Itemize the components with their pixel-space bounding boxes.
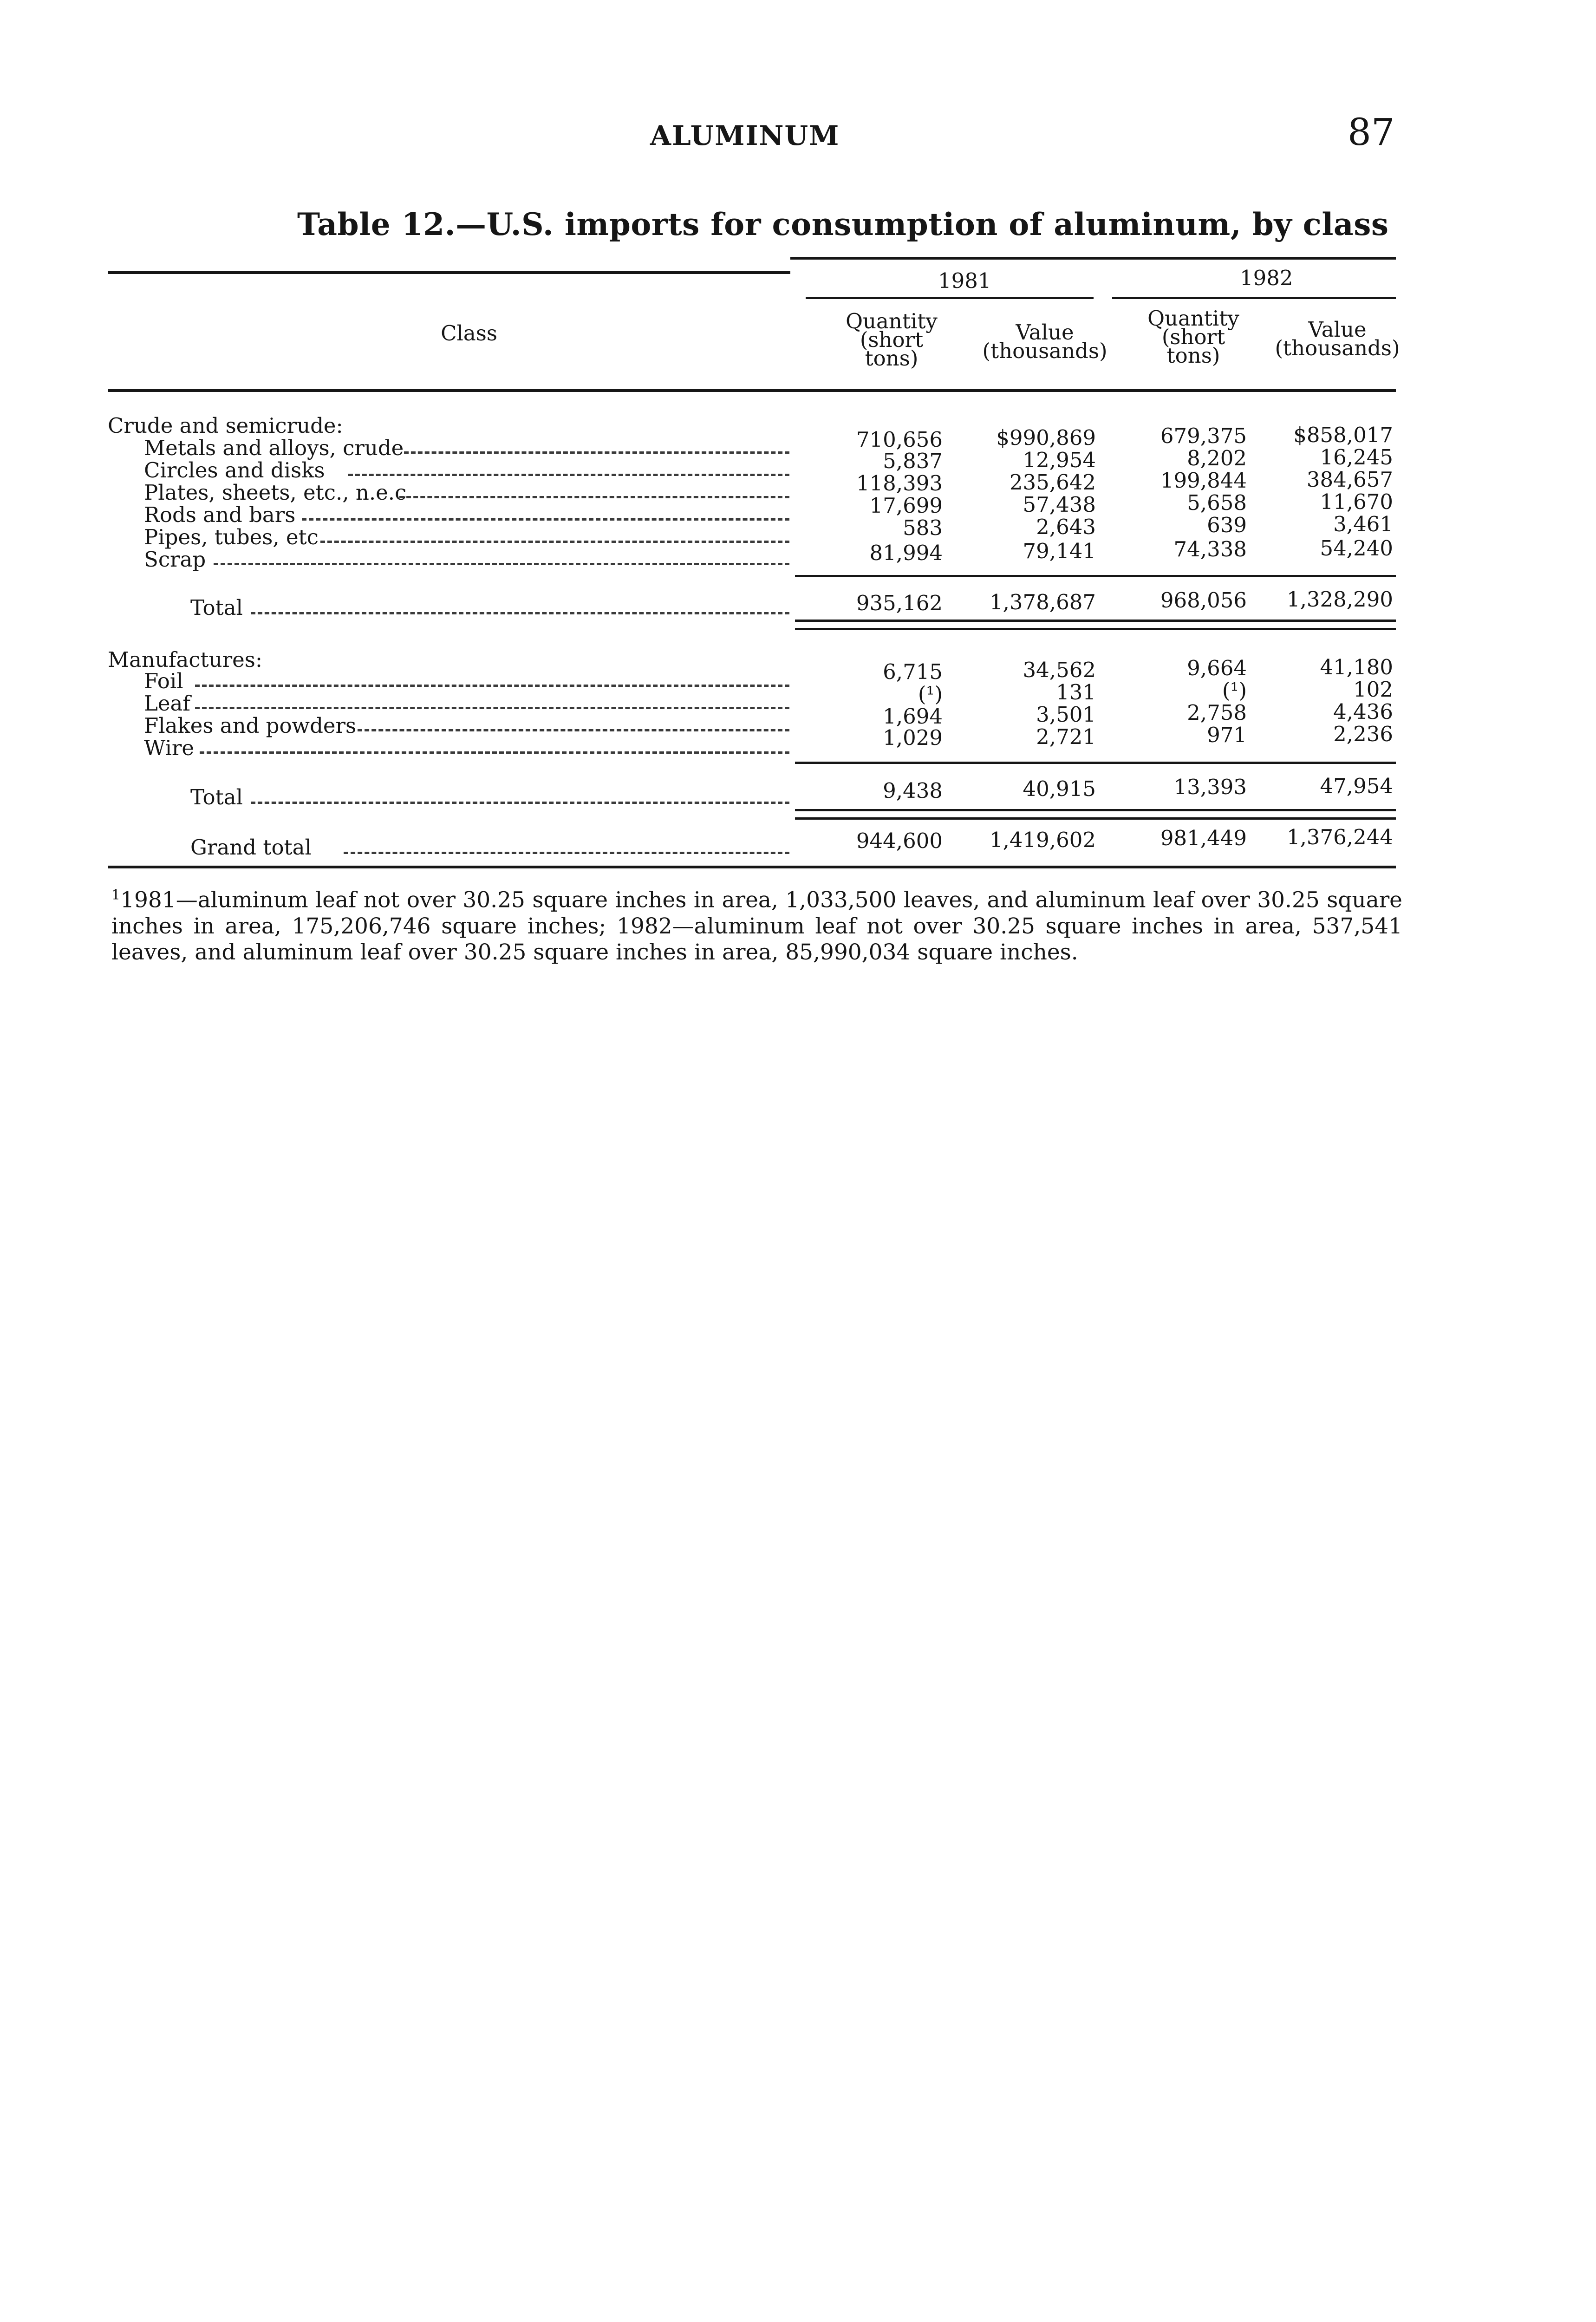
quantity-1981-cell: 9,438 xyxy=(883,778,943,803)
value-1982-cell: 1,376,244 xyxy=(1286,825,1393,849)
value-1981-cell: 131 xyxy=(1056,680,1096,704)
grand-total-label: Grand total xyxy=(190,835,312,860)
value-1981-cell: 34,562 xyxy=(1023,658,1096,682)
quantity-1981-cell: 944,600 xyxy=(856,828,943,853)
value-1981-cell: 1,378,687 xyxy=(989,590,1096,614)
table-top-rule-right xyxy=(790,257,1396,260)
section-double-rule xyxy=(795,628,1396,630)
section-heading: Manufactures: xyxy=(108,647,263,672)
quantity-header-line: (short xyxy=(860,327,924,352)
value-1982-cell: 3,461 xyxy=(1333,512,1393,536)
leader-dots xyxy=(251,612,789,614)
footnote-text: 1981—aluminum leaf not over 30.25 square inches in area, 1,033,500 leaves, and aluminum leaf over 30.25 square inches in area, 175,206,746 square inches; 1982—aluminum leaf not over 30.25 square inches in area, 537,541 leaves, and aluminum leaf over 30.25 square inches in area, 85,990,034 square inches. xyxy=(111,887,1402,965)
total-label: Total xyxy=(190,785,243,809)
value-1982-header xyxy=(1254,317,1421,360)
quantity-header-line: (short xyxy=(1161,325,1225,349)
quantity-1981-cell: 710,656 xyxy=(856,427,943,452)
value-1981-cell: 79,141 xyxy=(1023,539,1096,563)
leader-dots xyxy=(200,751,789,754)
value-header-line: Value xyxy=(1016,320,1074,345)
value-1982-cell: 11,670 xyxy=(1320,489,1393,514)
value-1982-cell: 4,436 xyxy=(1333,699,1393,724)
quantity-1982-cell: 8,202 xyxy=(1187,446,1247,470)
section-double-rule xyxy=(795,817,1396,820)
value-1981-cell: 2,643 xyxy=(1036,515,1096,539)
value-1981-cell: 3,501 xyxy=(1036,702,1096,727)
section-double-rule xyxy=(795,620,1396,622)
value-1981-cell: 12,954 xyxy=(1023,448,1096,472)
quantity-1982-cell: 981,449 xyxy=(1160,826,1247,850)
value-1981-cell: 1,419,602 xyxy=(989,828,1096,852)
value-1981-cell: 40,915 xyxy=(1023,776,1096,801)
leader-dots xyxy=(195,707,789,709)
quantity-1981-cell: 118,393 xyxy=(856,471,943,496)
quantity-1982-cell: 74,338 xyxy=(1173,537,1247,561)
subtotal-rule xyxy=(795,762,1396,764)
quantity-1982-cell: 9,664 xyxy=(1187,656,1247,680)
value-1982-cell: 41,180 xyxy=(1320,655,1393,679)
leader-dots xyxy=(358,729,789,731)
year-1981-header: 1981 xyxy=(938,268,991,293)
quantity-header-line: Quantity xyxy=(1147,306,1239,331)
value-header-line: (thousands) xyxy=(982,339,1107,363)
row-label: Flakes and powders xyxy=(144,713,357,738)
value-1982-cell: 47,954 xyxy=(1320,774,1393,798)
class-header: Class xyxy=(441,321,497,346)
value-1982-cell: 54,240 xyxy=(1320,536,1393,561)
value-1981-cell: 2,721 xyxy=(1036,724,1096,749)
quantity-1981-header xyxy=(808,309,975,371)
running-head: ALUMINUM xyxy=(650,120,840,151)
table-title: Table 12.—U.S. imports for consumption of aluminum, by class xyxy=(297,206,1389,242)
table-bottom-rule xyxy=(108,866,1396,868)
value-1981-header xyxy=(961,320,1128,363)
value-1982-cell: 2,236 xyxy=(1333,722,1393,746)
value-1981-cell: 235,642 xyxy=(1009,470,1096,495)
quantity-header-line: tons) xyxy=(865,346,919,371)
quantity-1982-cell: 13,393 xyxy=(1173,775,1247,799)
quantity-1982-cell: 199,844 xyxy=(1160,468,1247,493)
value-1981-cell: $990,869 xyxy=(996,425,1096,450)
quantity-1982-cell: (¹) xyxy=(1222,678,1247,703)
table-footnote xyxy=(111,882,1402,965)
quantity-1981-cell: 935,162 xyxy=(856,591,943,615)
quantity-1981-cell: 81,994 xyxy=(869,541,943,565)
total-label: Total xyxy=(190,595,243,620)
leader-dots xyxy=(195,685,789,687)
quantity-header-line: Quantity xyxy=(846,309,938,333)
quantity-1982-cell: 5,658 xyxy=(1187,490,1247,515)
year-1982-rule xyxy=(1112,297,1396,299)
leader-dots xyxy=(348,474,789,476)
quantity-1982-cell: 639 xyxy=(1207,513,1247,537)
quantity-1981-cell: 1,694 xyxy=(883,704,943,729)
subtotal-rule xyxy=(795,575,1396,577)
row-label: Pipes, tubes, etc xyxy=(144,525,319,549)
row-label: Circles and disks xyxy=(144,458,325,483)
year-1982-header: 1982 xyxy=(1240,266,1293,290)
table-top-rule xyxy=(108,271,790,274)
leader-dots xyxy=(214,563,789,565)
page-number: 87 xyxy=(1348,111,1395,154)
quantity-1981-cell: 17,699 xyxy=(869,493,943,518)
section-heading: Crude and semicrude: xyxy=(108,413,343,438)
quantity-1982-cell: 679,375 xyxy=(1160,424,1247,448)
quantity-1982-cell: 2,758 xyxy=(1187,700,1247,725)
value-1982-cell: 384,657 xyxy=(1306,467,1393,492)
leader-dots xyxy=(302,518,789,521)
row-label: Plates, sheets, etc., n.e.c xyxy=(144,480,407,505)
quantity-1981-cell: 1,029 xyxy=(883,725,943,750)
quantity-1981-cell: 583 xyxy=(903,515,943,540)
leader-dots xyxy=(399,496,789,498)
row-label: Scrap xyxy=(144,547,206,572)
leader-dots xyxy=(344,852,789,854)
value-1982-cell: 102 xyxy=(1353,677,1393,702)
row-label: Foil xyxy=(144,669,183,693)
leader-dots xyxy=(251,802,789,804)
quantity-1981-cell: 5,837 xyxy=(883,449,943,473)
value-header-line: Value xyxy=(1308,317,1367,342)
quantity-1981-cell: (¹) xyxy=(918,682,943,706)
year-1981-rule xyxy=(806,297,1094,299)
footnote-marker: 1 xyxy=(111,887,121,903)
value-1982-cell: $858,017 xyxy=(1293,423,1393,447)
value-1981-cell: 57,438 xyxy=(1023,492,1096,517)
row-label: Metals and alloys, crude xyxy=(144,436,404,460)
quantity-1982-cell: 971 xyxy=(1207,723,1247,747)
quantity-1982-cell: 968,056 xyxy=(1160,588,1247,613)
row-label: Rods and bars xyxy=(144,502,296,527)
value-header-line: (thousands) xyxy=(1275,336,1400,360)
value-1982-cell: 1,328,290 xyxy=(1286,587,1393,612)
value-1982-cell: 16,245 xyxy=(1320,445,1393,470)
section-double-rule xyxy=(795,809,1396,811)
quantity-header-line: tons) xyxy=(1166,343,1220,368)
leader-dots xyxy=(404,451,789,454)
row-label: Wire xyxy=(144,736,194,760)
leader-dots xyxy=(320,541,789,543)
row-label: Leaf xyxy=(144,691,190,716)
quantity-1982-header xyxy=(1110,306,1277,368)
header-bottom-rule xyxy=(108,389,1396,392)
quantity-1981-cell: 6,715 xyxy=(883,659,943,684)
